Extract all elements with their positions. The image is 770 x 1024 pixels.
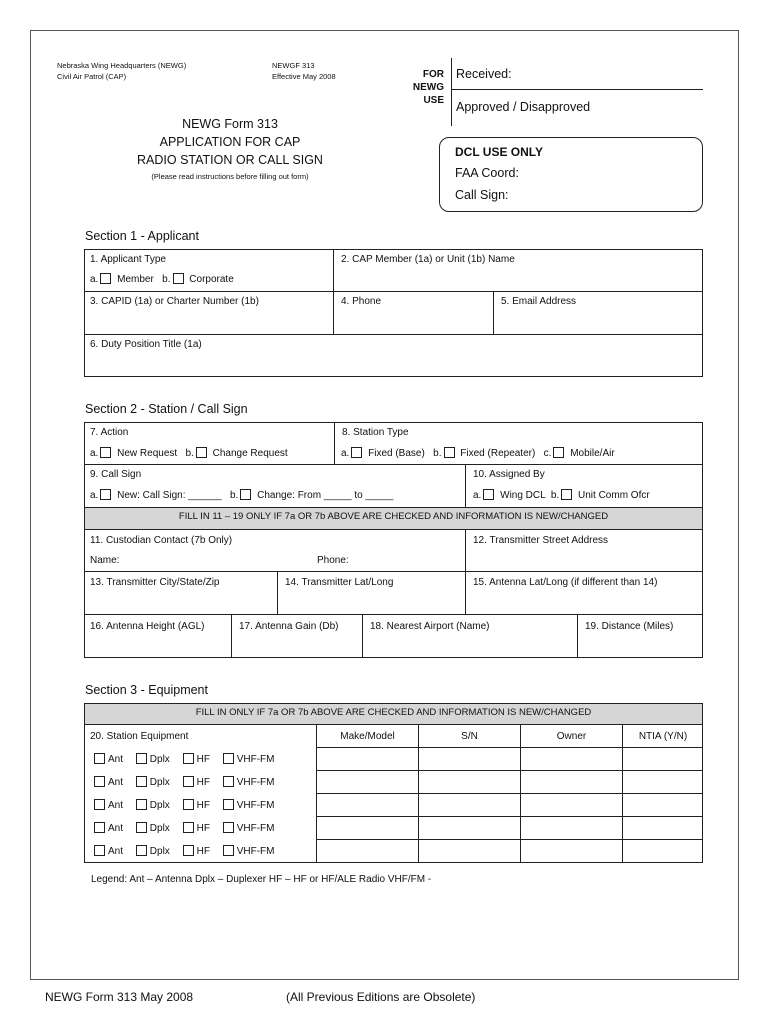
callsign-b-label: b. (229, 490, 239, 501)
new-request-checkbox[interactable] (100, 447, 111, 458)
vhf-label: VHF-FM (236, 800, 275, 811)
corporate-label: Corporate (189, 274, 234, 285)
distance-field[interactable]: 19. Distance (Miles) (585, 621, 674, 632)
capid-field[interactable]: 3. CAPID (1a) or Charter Number (1b) (90, 296, 259, 307)
action-label: 7. Action (90, 427, 129, 438)
action-a-label: a. (90, 448, 99, 459)
s2-col-line-4 (277, 571, 278, 614)
org-line-1: Nebraska Wing Headquarters (NEWG) (57, 61, 187, 70)
equipment-row (92, 776, 283, 788)
faa-coord-field[interactable]: FAA Coord: (455, 166, 519, 180)
hf-label: HF (196, 823, 210, 834)
received-field[interactable]: Received: (456, 67, 512, 81)
hf-checkbox[interactable] (183, 822, 194, 833)
unit-comm-checkbox[interactable] (561, 489, 572, 500)
antenna-height-field[interactable]: 16. Antenna Height (AGL) (90, 621, 205, 632)
instructions-note: (Please read instructions before filling out form) (151, 172, 309, 181)
s2-row-line-1 (84, 464, 703, 465)
assigned-a-label: a. (473, 490, 482, 501)
antenna-gain-field[interactable]: 17. Antenna Gain (Db) (239, 621, 339, 632)
wing-dcl-checkbox[interactable] (483, 489, 494, 500)
s3-row-line-2 (316, 770, 703, 771)
vhf-label: VHF-FM (236, 846, 275, 857)
vhf-label: VHF-FM (236, 754, 275, 765)
hf-label: HF (196, 754, 210, 765)
equipment-row (92, 799, 283, 811)
custodian-phone-field[interactable]: Phone: (317, 555, 349, 566)
vhf-checkbox[interactable] (223, 799, 234, 810)
city-state-zip-field[interactable]: 13. Transmitter City/State/Zip (90, 577, 220, 588)
form-id: NEWGF 313 (272, 61, 315, 70)
opt-b-label: b. (162, 274, 171, 285)
action-options (85, 444, 293, 462)
vhf-checkbox[interactable] (223, 753, 234, 764)
section-1-title: Section 1 - Applicant (85, 229, 199, 243)
corporate-checkbox[interactable] (173, 273, 184, 284)
ant-checkbox[interactable] (94, 799, 105, 810)
s3-row-line-5 (316, 839, 703, 840)
for-label-1: FOR (422, 69, 444, 80)
street-address-field[interactable]: 12. Transmitter Street Address (473, 535, 609, 546)
hf-checkbox[interactable] (183, 799, 194, 810)
name-field[interactable]: 2. CAP Member (1a) or Unit (1b) Name (341, 254, 515, 265)
hf-checkbox[interactable] (183, 753, 194, 764)
wing-dcl-label: Wing DCL (500, 490, 546, 501)
received-line (451, 89, 703, 90)
s2-row-line-5 (84, 614, 703, 615)
section-2-title: Section 2 - Station / Call Sign (85, 402, 248, 416)
member-checkbox[interactable] (100, 273, 111, 284)
vhf-label: VHF-FM (236, 823, 275, 834)
section-2-fill-note: FILL IN 11 – 19 ONLY IF 7a OR 7b ABOVE ARE CHECKED AND INFORMATION IS NEW/CHANGED (85, 508, 702, 529)
email-field[interactable]: 5. Email Address (501, 296, 577, 307)
dplx-label: Dplx (149, 754, 170, 765)
dplx-checkbox[interactable] (136, 799, 147, 810)
form-title (100, 115, 360, 169)
footer-form-id: NEWG Form 313 May 2008 (45, 990, 194, 1004)
change-request-checkbox[interactable] (196, 447, 207, 458)
s1-row-line-1 (84, 291, 703, 292)
action-b-label: b. (185, 448, 194, 459)
hf-label: HF (196, 777, 210, 788)
s2-row-line-4 (84, 571, 703, 572)
vhf-checkbox[interactable] (223, 845, 234, 856)
member-label: Member (117, 274, 154, 285)
approved-field[interactable]: Approved / Disapproved (456, 100, 591, 114)
equipment-legend: Legend: Ant – Antenna Dplx – Duplexer HF – HF or HF/ALE Radio VHF/FM - (91, 874, 432, 885)
vhf-checkbox[interactable] (223, 822, 234, 833)
assigned-by-label: 10. Assigned By (473, 469, 545, 480)
ant-label: Ant (108, 800, 124, 811)
applicant-type-label: 1. Applicant Type (90, 254, 166, 265)
ant-label: Ant (108, 846, 124, 857)
call-sign-label: 9. Call Sign (90, 469, 142, 480)
transmitter-latlong-field[interactable]: 14. Transmitter Lat/Long (285, 577, 394, 588)
s1-row-line-2 (84, 334, 703, 335)
assigned-by-options (468, 486, 655, 504)
for-label-3: USE (423, 95, 444, 106)
hf-checkbox[interactable] (183, 776, 194, 787)
equipment-row (92, 753, 283, 765)
custodian-name-field[interactable]: Name: (90, 555, 120, 566)
phone-field[interactable]: 4. Phone (341, 296, 382, 307)
dplx-label: Dplx (149, 800, 170, 811)
call-sign-options (85, 486, 398, 504)
ant-label: Ant (108, 777, 124, 788)
unit-comm-label: Unit Comm Ofcr (578, 490, 650, 501)
dplx-checkbox[interactable] (136, 753, 147, 764)
opt-a-label: a. (90, 274, 99, 285)
hf-checkbox[interactable] (183, 845, 194, 856)
fixed-base-label: Fixed (Base) (368, 448, 425, 459)
dplx-checkbox[interactable] (136, 822, 147, 833)
section-3-fill-note: FILL IN ONLY IF 7a OR 7b ABOVE ARE CHECKED AND INFORMATION IS NEW/CHANGED (85, 704, 702, 724)
s3-header-top (84, 724, 703, 725)
footer-obsolete-note: (All Previous Editions are Obsolete) (286, 990, 476, 1004)
title-line-1: NEWG Form 313 (182, 117, 278, 131)
new-callsign-label: New: Call Sign: ______ (117, 490, 222, 501)
sn-header: S/N (461, 731, 478, 742)
org-line-2: Civil Air Patrol (CAP) (57, 72, 127, 81)
duty-position-field[interactable]: 6. Duty Position Title (1a) (90, 339, 202, 350)
for-newg-use-label (400, 68, 444, 107)
dplx-label: Dplx (149, 823, 170, 834)
for-use-divider (451, 58, 452, 126)
hf-label: HF (196, 800, 210, 811)
dcl-call-sign-field[interactable]: Call Sign: (455, 188, 509, 202)
station-b-label: b. (433, 448, 442, 459)
new-request-label: New Request (117, 448, 178, 459)
s2-col-line-2 (465, 464, 466, 507)
make-model-header: Make/Model (340, 731, 395, 742)
s3-row-line-4 (316, 816, 703, 817)
mobile-air-checkbox[interactable] (553, 447, 564, 458)
vhf-label: VHF-FM (236, 777, 275, 788)
change-callsign-label: Change: From _____ to _____ (257, 490, 394, 501)
ant-checkbox[interactable] (94, 753, 105, 764)
callsign-a-label: a. (90, 490, 99, 501)
s3-row-line-1 (316, 747, 703, 748)
dcl-title: DCL USE ONLY (455, 145, 544, 159)
equipment-row (92, 845, 283, 857)
dplx-label: Dplx (149, 777, 170, 788)
fixed-repeater-checkbox[interactable] (444, 447, 455, 458)
section-3-title: Section 3 - Equipment (85, 683, 208, 697)
section-1-table (84, 249, 703, 377)
applicant-type-options (85, 270, 239, 288)
effective-date: Effective May 2008 (272, 72, 336, 81)
fixed-base-checkbox[interactable] (351, 447, 362, 458)
ant-checkbox[interactable] (94, 776, 105, 787)
custodian-label: 11. Custodian Contact (7b Only) (90, 535, 233, 546)
s3-row-line-3 (316, 793, 703, 794)
assigned-b-label: b. (550, 490, 560, 501)
change-request-label: Change Request (212, 448, 288, 459)
ant-label: Ant (108, 823, 124, 834)
change-callsign-checkbox[interactable] (240, 489, 251, 500)
s2-col-line-3 (465, 529, 466, 614)
ant-checkbox[interactable] (94, 822, 105, 833)
for-label-2: NEWG (412, 82, 444, 93)
hf-label: HF (196, 846, 210, 857)
mobile-air-label: Mobile/Air (570, 448, 615, 459)
antenna-latlong-field[interactable]: 15. Antenna Lat/Long (if different than 14) (473, 577, 658, 588)
dplx-label: Dplx (149, 846, 170, 857)
station-equipment-header: 20. Station Equipment (90, 731, 189, 742)
s2-col-line-1 (334, 422, 335, 464)
fixed-repeater-label: Fixed (Repeater) (460, 448, 536, 459)
owner-header: Owner (556, 731, 587, 742)
nearest-airport-field[interactable]: 18. Nearest Airport (Name) (370, 621, 490, 632)
equipment-row (92, 822, 283, 834)
ntia-header: NTIA (Y/N) (638, 731, 688, 742)
station-type-label: 8. Station Type (342, 427, 409, 438)
station-c-label: c. (543, 448, 552, 459)
dplx-checkbox[interactable] (136, 845, 147, 856)
ant-label: Ant (108, 754, 124, 765)
vhf-checkbox[interactable] (223, 776, 234, 787)
dplx-checkbox[interactable] (136, 776, 147, 787)
title-line-3: RADIO STATION OR CALL SIGN (137, 153, 323, 167)
station-a-label: a. (341, 448, 350, 459)
s1-col-line-2 (493, 291, 494, 334)
s2-col-line-5 (231, 614, 232, 658)
station-type-options (336, 444, 620, 462)
new-callsign-checkbox[interactable] (100, 489, 111, 500)
title-line-2: APPLICATION FOR CAP (159, 135, 301, 149)
ant-checkbox[interactable] (94, 845, 105, 856)
s2-col-line-7 (577, 614, 578, 658)
s2-row-line-3 (84, 529, 703, 530)
s1-col-line-1 (333, 249, 334, 334)
s2-col-line-6 (362, 614, 363, 658)
